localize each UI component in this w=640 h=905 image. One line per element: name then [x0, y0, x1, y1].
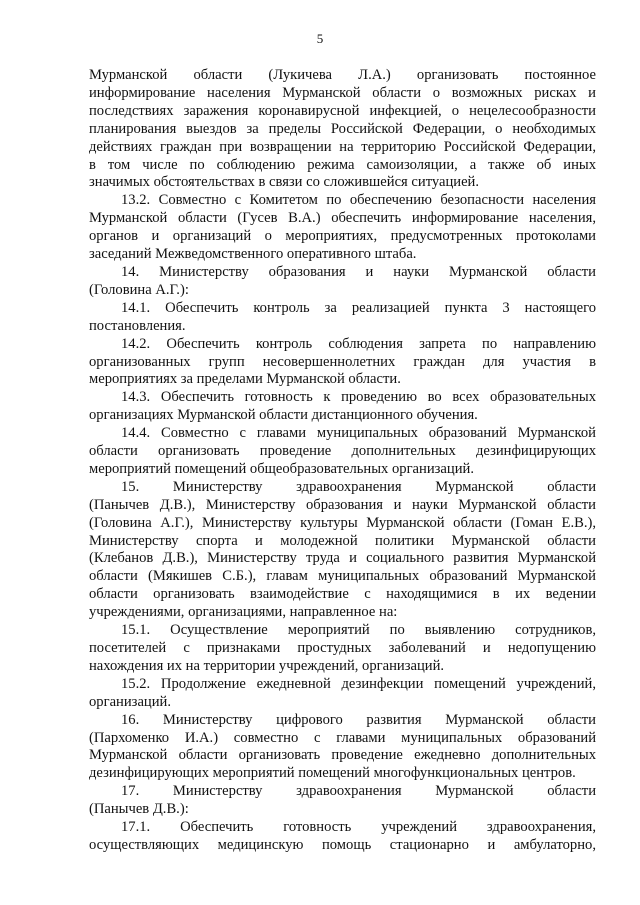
text-line: организованных групп несовершеннолетних граждан для участия в	[89, 353, 596, 370]
paragraph	[89, 712, 596, 784]
text-line: организациях Мурманской области дистанционного обучения.	[89, 407, 478, 424]
text-line: информирование населения Мурманской области о возможных рисках и	[89, 84, 596, 101]
text-line: посетителей с признаками простудных заболеваний и недопущению	[89, 640, 596, 656]
text-line: 15.2. Продолжение ежедневной дезинфекции помещений учреждений,	[121, 675, 596, 692]
text-line: учреждениями, организациями, направленное на:	[89, 604, 398, 621]
paragraph	[89, 67, 596, 192]
text-line: мероприятиях за пределами Мурманской области.	[89, 371, 401, 388]
text-line: 14.1. Обеспечить контроль за реализацией пункта 3 настоящего	[121, 299, 596, 316]
paragraph	[89, 300, 596, 336]
text-line: (Клебанов Д.В.), Министерству труда и социального развития Мурманской	[89, 550, 596, 567]
text-line: Мурманской области (Гусев В.А.) обеспечить информирование населения,	[89, 210, 596, 227]
paragraph	[89, 622, 596, 676]
text-line: 13.2. Совместно с Комитетом по обеспечению безопасности населения	[121, 192, 596, 209]
text-line: Мурманской области организовать проведение ежедневно дополнительных	[89, 747, 596, 764]
text-line: планирования выездов за пределы Российской Федерации, о необходимых	[89, 120, 596, 137]
text-line: значимых обстоятельствах в связи со сложившейся ситуацией.	[89, 174, 480, 191]
text-line: 14.4. Совместно с главами муниципальных образований Мурманской	[121, 425, 596, 442]
text-line: 15. Министерству здравоохранения Мурманской области	[121, 478, 596, 495]
text-line: организаций.	[89, 693, 171, 710]
text-line: заседаний Межведомственного оперативного штаба.	[89, 246, 417, 263]
text-line: (Панычев Д.В.), Министерству образования и науки Мурманской области	[89, 496, 596, 513]
text-line: Министерству спорта и молодежной политики Мурманской области	[89, 532, 596, 549]
text-line: дезинфицирующих мероприятий помещений многофункциональных центров.	[89, 765, 576, 782]
text-line: 14. Министерству образования и науки Мурманской области	[121, 263, 596, 280]
paragraph	[89, 192, 596, 264]
text-line: нахождения их на территории учреждений, организаций.	[89, 657, 445, 674]
text-line: 14.2. Обеспечить контроль соблюдения запрета по направлению	[121, 335, 596, 352]
text-line: Мурманской области (Лукичева Л.А.) организовать постоянное	[89, 67, 596, 83]
paragraph	[89, 819, 596, 855]
text-line: 16. Министерству цифрового развития Мурманской области	[121, 711, 596, 728]
text-line: действиях граждан при возвращении на территорию Российской Федерации,	[89, 138, 596, 155]
paragraph	[89, 676, 596, 712]
text-line: (Панычев Д.В.):	[89, 801, 189, 818]
paragraph	[89, 479, 596, 622]
paragraph	[89, 425, 596, 479]
paragraph	[89, 336, 596, 390]
text-line: 14.3. Обеспечить готовность к проведению во всех образовательных	[121, 389, 596, 406]
text-line: последствиях заражения коронавирусной инфекцией, о нецелесообразности	[89, 102, 596, 119]
text-line: (Головина А.Г.), Министерству культуры Мурманской области (Гоман Е.В.),	[89, 514, 596, 531]
page-number: 5	[316, 31, 324, 46]
text-line: области организовать взаимодействие с находящимися в их ведении	[89, 586, 596, 603]
text-line: постановления.	[89, 317, 186, 334]
text-line: 17. Министерству здравоохранения Мурманской области	[121, 783, 596, 800]
paragraph	[89, 783, 596, 819]
text-line: в том числе по соблюдению режима самоизоляции, а также об иных	[89, 156, 596, 173]
paragraph	[89, 264, 596, 300]
text-line: (Головина А.Г.):	[89, 281, 189, 298]
text-line: 17.1. Обеспечить готовность учреждений здравоохранения,	[121, 819, 596, 836]
paragraph	[89, 389, 596, 425]
text-line: мероприятий помещений общеобразовательных организаций.	[89, 460, 474, 477]
text-line: органов и организаций о мероприятиях, предусмотренных протоколами	[89, 228, 596, 245]
text-line: области организовать проведение дополнительных дезинфицирующих	[89, 443, 596, 460]
text-line: (Пархоменко И.А.) совместно с главами муниципальных образований	[89, 729, 596, 746]
text-line: осуществляющих медицинскую помощь стационарно и амбулаторно,	[89, 836, 596, 853]
text-line: 15.1. Осуществление мероприятий по выявлению сотрудников,	[121, 622, 596, 639]
text-line: области (Мякишев С.Б.), главам муниципальных образований Мурманской	[89, 568, 596, 585]
document-body	[89, 67, 596, 855]
